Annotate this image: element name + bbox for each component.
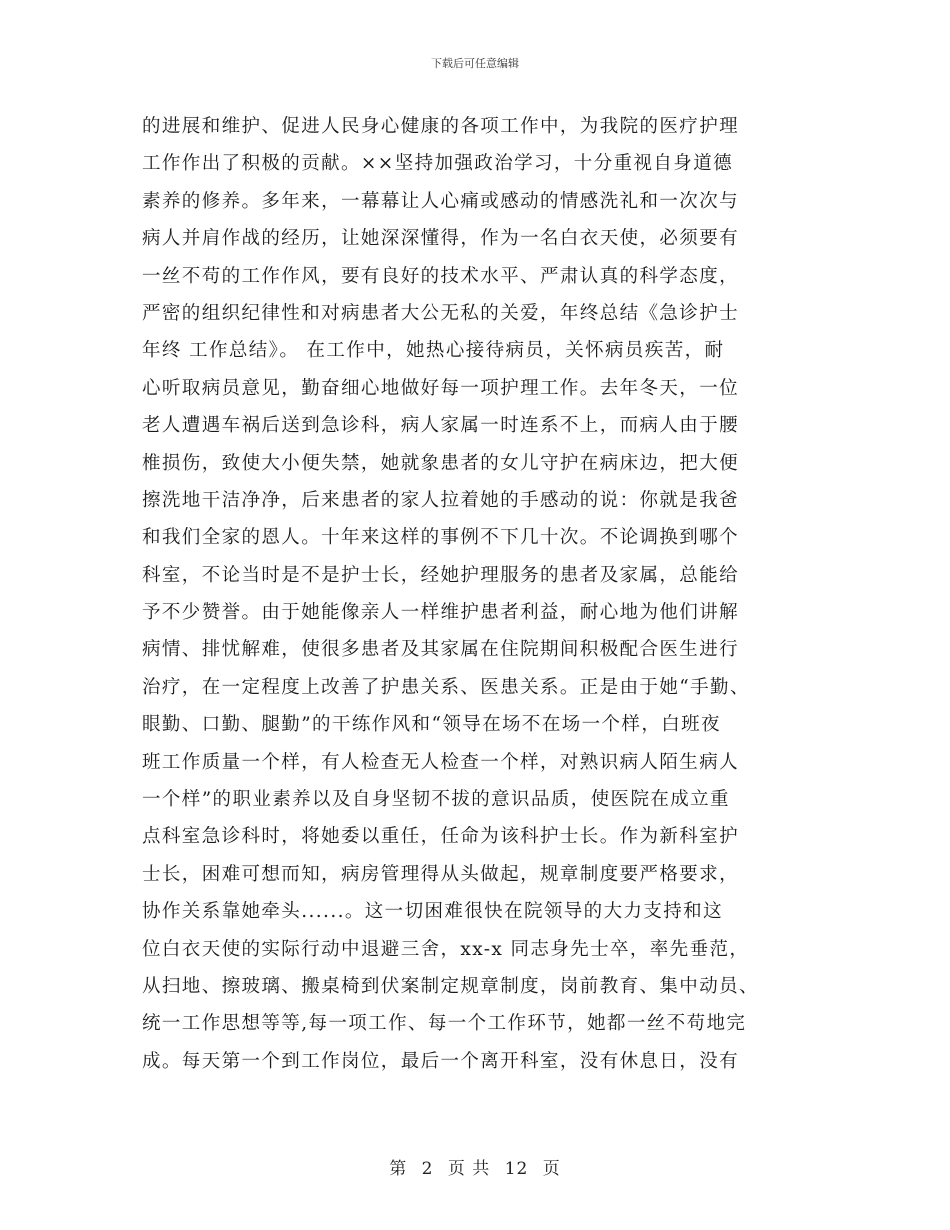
page-header: 下载后可任意编辑 xyxy=(431,57,519,70)
paragraph-line: 心听取病员意见，勤奋细心地做好每一项护理工作。去年冬天，一位 xyxy=(142,377,740,399)
current-page-number: 2 xyxy=(421,1159,434,1179)
footer-prefix: 第 xyxy=(389,1159,408,1179)
paragraph-line: 工作作出了积极的贡献。××坚持加强政治学习，十分重视自身道德 xyxy=(142,153,734,175)
footer-suffix: 页 xyxy=(542,1159,561,1179)
paragraph-line: 班工作质量一个样，有人检查无人检查一个样，对熟识病人陌生病人 xyxy=(142,751,740,773)
paragraph-line: 年终 工作总结》。 在工作中，她热心接待病员，关怀病员疾苦，耐 xyxy=(142,340,725,362)
paragraph-line: 一丝不苟的工作作风，要有良好的技术水平、严肃认真的科学态度， xyxy=(142,265,740,287)
paragraph-line: 和我们全家的恩人。十年来这样的事例不下几十次。不论调换到哪个 xyxy=(142,527,740,549)
paragraph-line: 眼勤、口勤、腿勤”的干练作风和“领导在场不在场一个样，白班夜 xyxy=(142,714,721,736)
paragraph-line: 予不少赞誉。由于她能像亲人一样维护患者利益，耐心地为他们讲解 xyxy=(142,602,740,624)
paragraph-line: 素养的修养。多年来，一幕幕让人心痛或感动的情感洗礼和一次次与 xyxy=(142,190,740,212)
total-pages-number: 12 xyxy=(504,1159,529,1179)
paragraph-line: 病人并肩作战的经历，让她深深懂得，作为一名白衣天使，必须要有 xyxy=(142,228,740,250)
paragraph-line: 位白衣天使的实际行动中退避三舍，xx-x 同志身先士卒，率先垂范， xyxy=(142,938,750,960)
paragraph-line: 士长，困难可想而知，病房管理得从头做起，规章制度要严格要求， xyxy=(142,863,740,885)
paragraph-line: 科室，不论当时是不是护士长，经她护理服务的患者及家属，总能给 xyxy=(142,564,740,586)
paragraph-line: 病情、排忧解难，使很多患者及其家属在住院期间积极配合医生进行 xyxy=(142,639,740,661)
paragraph-line: 老人遭遇车祸后送到急诊科，病人家属一时连系不上，而病人由于腰 xyxy=(142,415,740,437)
paragraph-line: 严密的组织纪律性和对病患者大公无私的关爱，年终总结《急诊护士 xyxy=(142,302,740,324)
paragraph-line: 椎损伤，致使大小便失禁，她就象患者的女儿守护在病床边，把大便 xyxy=(142,452,740,474)
paragraph-line: 擦洗地干洁净净，后来患者的家人拉着她的手感动的说：你就是我爸 xyxy=(142,489,740,511)
paragraph-line: 一个样”的职业素养以及自身坚韧不拔的意识品质，使医院在成立重 xyxy=(142,789,730,811)
document-body xyxy=(142,108,822,1080)
paragraph-line: 统一工作思想等等,每一项工作、每一个工作环节，她都一丝不苟地完 xyxy=(142,1013,747,1035)
paragraph-line: 治疗，在一定程度上改善了护患关系、医患关系。正是由于她“手勤、 xyxy=(142,676,750,698)
paragraph-line: 点科室急诊科时，将她委以重任，任命为该科护士长。作为新科室护 xyxy=(142,826,740,848)
paragraph-line: 从扫地、擦玻璃、搬桌椅到伏案制定规章制度，岗前教育、集中动员、 xyxy=(142,975,759,997)
footer-middle: 页 共 xyxy=(447,1159,491,1179)
paragraph-line: 协作关系靠她牵头......。这一切困难很快在院领导的大力支持和这 xyxy=(142,901,723,923)
page-footer xyxy=(0,1154,950,1179)
paragraph-line: 的进展和维护、促进人民身心健康的各项工作中，为我院的医疗护理 xyxy=(142,116,740,137)
paragraph-line: 成。每天第一个到工作岗位，最后一个离开科室，没有休息日，没有 xyxy=(142,1050,740,1072)
